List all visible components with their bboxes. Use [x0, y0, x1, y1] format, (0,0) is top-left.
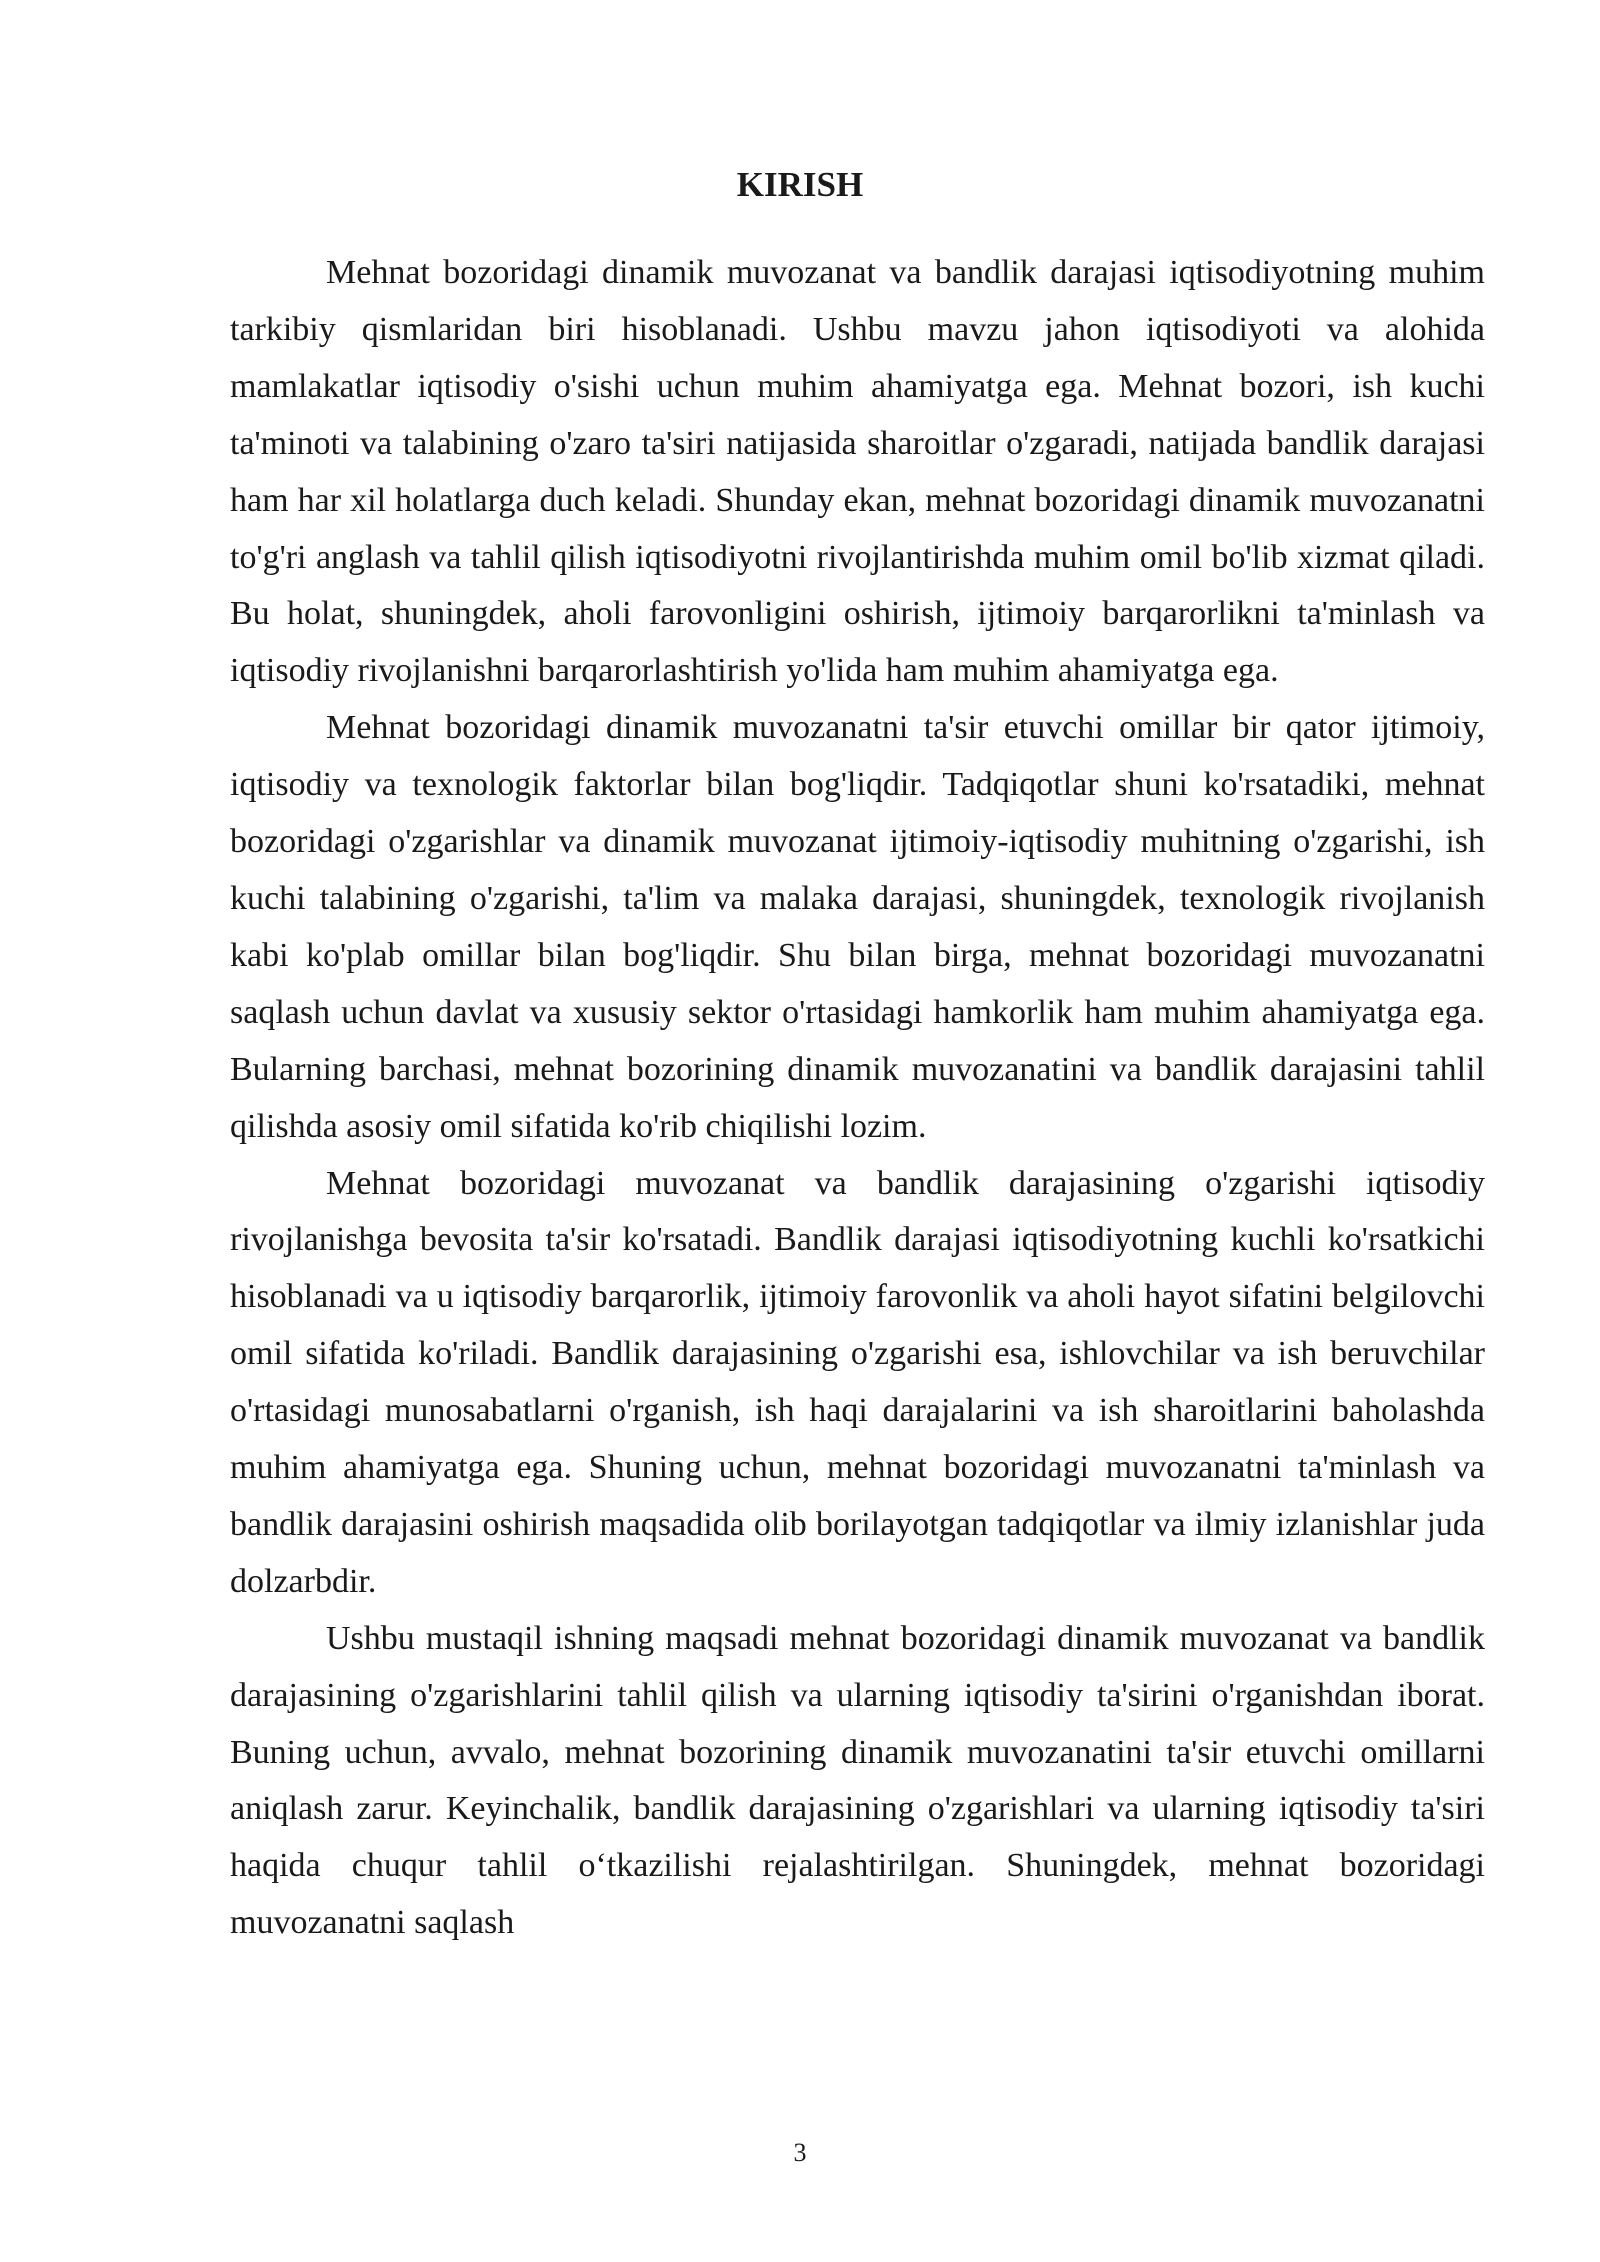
body-text [230, 245, 1485, 1952]
paragraph: Ushbu mustaqil ishning maqsadi mehnat bozoridagi dinamik muvozanat va bandlik darajasining o'zgarishlarini tahlil qilish va ularning iqtisodiy ta'sirini o'rganishdan iborat. Buning uchun, avvalo, mehnat bozorining dinamik muvozanatini ta'sir etuvchi omillarni aniqlash zarur. Keyinchalik, bandlik darajasining o'zgarishlari va ularning iqtisodiy ta'siri haqida chuqur tahlil o‘tkazilishi rejalashtirilgan. Shuningdek, mehnat bozoridagi muvozanatni saqlash [230, 1619, 1485, 1942]
paragraph: Mehnat bozoridagi dinamik muvozanat va bandlik darajasi iqtisodiyotning muhim tarkibiy qismlaridan biri hisoblanadi. Ushbu mavzu jahon iqtisodiyoti va alohida mamlakatlar iqtisodiy o'sishi uchun muhim ahamiyatga ega. Mehnat bozori, ish kuchi ta'minoti va talabining o'zaro ta'siri natijasida sharoitlar o'zgaradi, natijada bandlik darajasi ham har xil holatlarga duch keladi. Shunday ekan, mehnat bozoridagi dinamik muvozanatni to'g'ri anglash va tahlil qilish iqtisodiyotni rivojlantirishda muhim omil bo'lib xizmat qiladi. Bu holat, shuningdek, aholi farovonligini oshirish, ijtimoiy barqarorlikni ta'minlash va iqtisodiy rivojlanishni barqarorlashtirish yo'lida ham muhim ahamiyatga ega. [230, 254, 1485, 690]
paragraph: Mehnat bozoridagi dinamik muvozanatni ta'sir etuvchi omillar bir qator ijtimoiy, iqtisodiy va texnologik faktorlar bilan bog'liqdir. Tadqiqotlar shuni ko'rsatadiki, mehnat bozoridagi o'zgarishlar va dinamik muvozanat ijtimoiy-iqtisodiy muhitning o'zgarishi, ish kuchi talabining o'zgarishi, ta'lim va malaka darajasi, shuningdek, texnologik rivojlanish kabi ko'plab omillar bilan bog'liqdir. Shu bilan birga, mehnat bozoridagi muvozanatni saqlash uchun davlat va xususiy sektor o'rtasidagi hamkorlik ham muhim ahamiyatga ega. Bularning barchasi, mehnat bozorining dinamik muvozanatini va bandlik darajasini tahlil qilishda asosiy omil sifatida ko'rib chiqilishi lozim. [230, 709, 1485, 1145]
paragraph: Mehnat bozoridagi muvozanat va bandlik darajasining o'zgarishi iqtisodiy rivojlanishga bevosita ta'sir ko'rsatadi. Bandlik darajasi iqtisodiyotning kuchli ko'rsatkichi hisoblanadi va u iqtisodiy barqarorlik, ijtimoiy farovonlik va aholi hayot sifatini belgilovchi omil sifatida ko'riladi. Bandlik darajasining o'zgarishi esa, ishlovchilar va ish beruvchilar o'rtasidagi munosabatlarni o'rganish, ish haqi darajalarini va ish sharoitlarini baholashda muhim ahamiyatga ega. Shuning uchun, mehnat bozoridagi muvozanatni ta'minlash va bandlik darajasini oshirish maqsadida olib borilayotgan tadqiqotlar va ilmiy izlanishlar juda dolzarbdir. [230, 1164, 1485, 1600]
section-heading: KIRISH [736, 165, 864, 204]
page-number: 3 [793, 2138, 807, 2167]
